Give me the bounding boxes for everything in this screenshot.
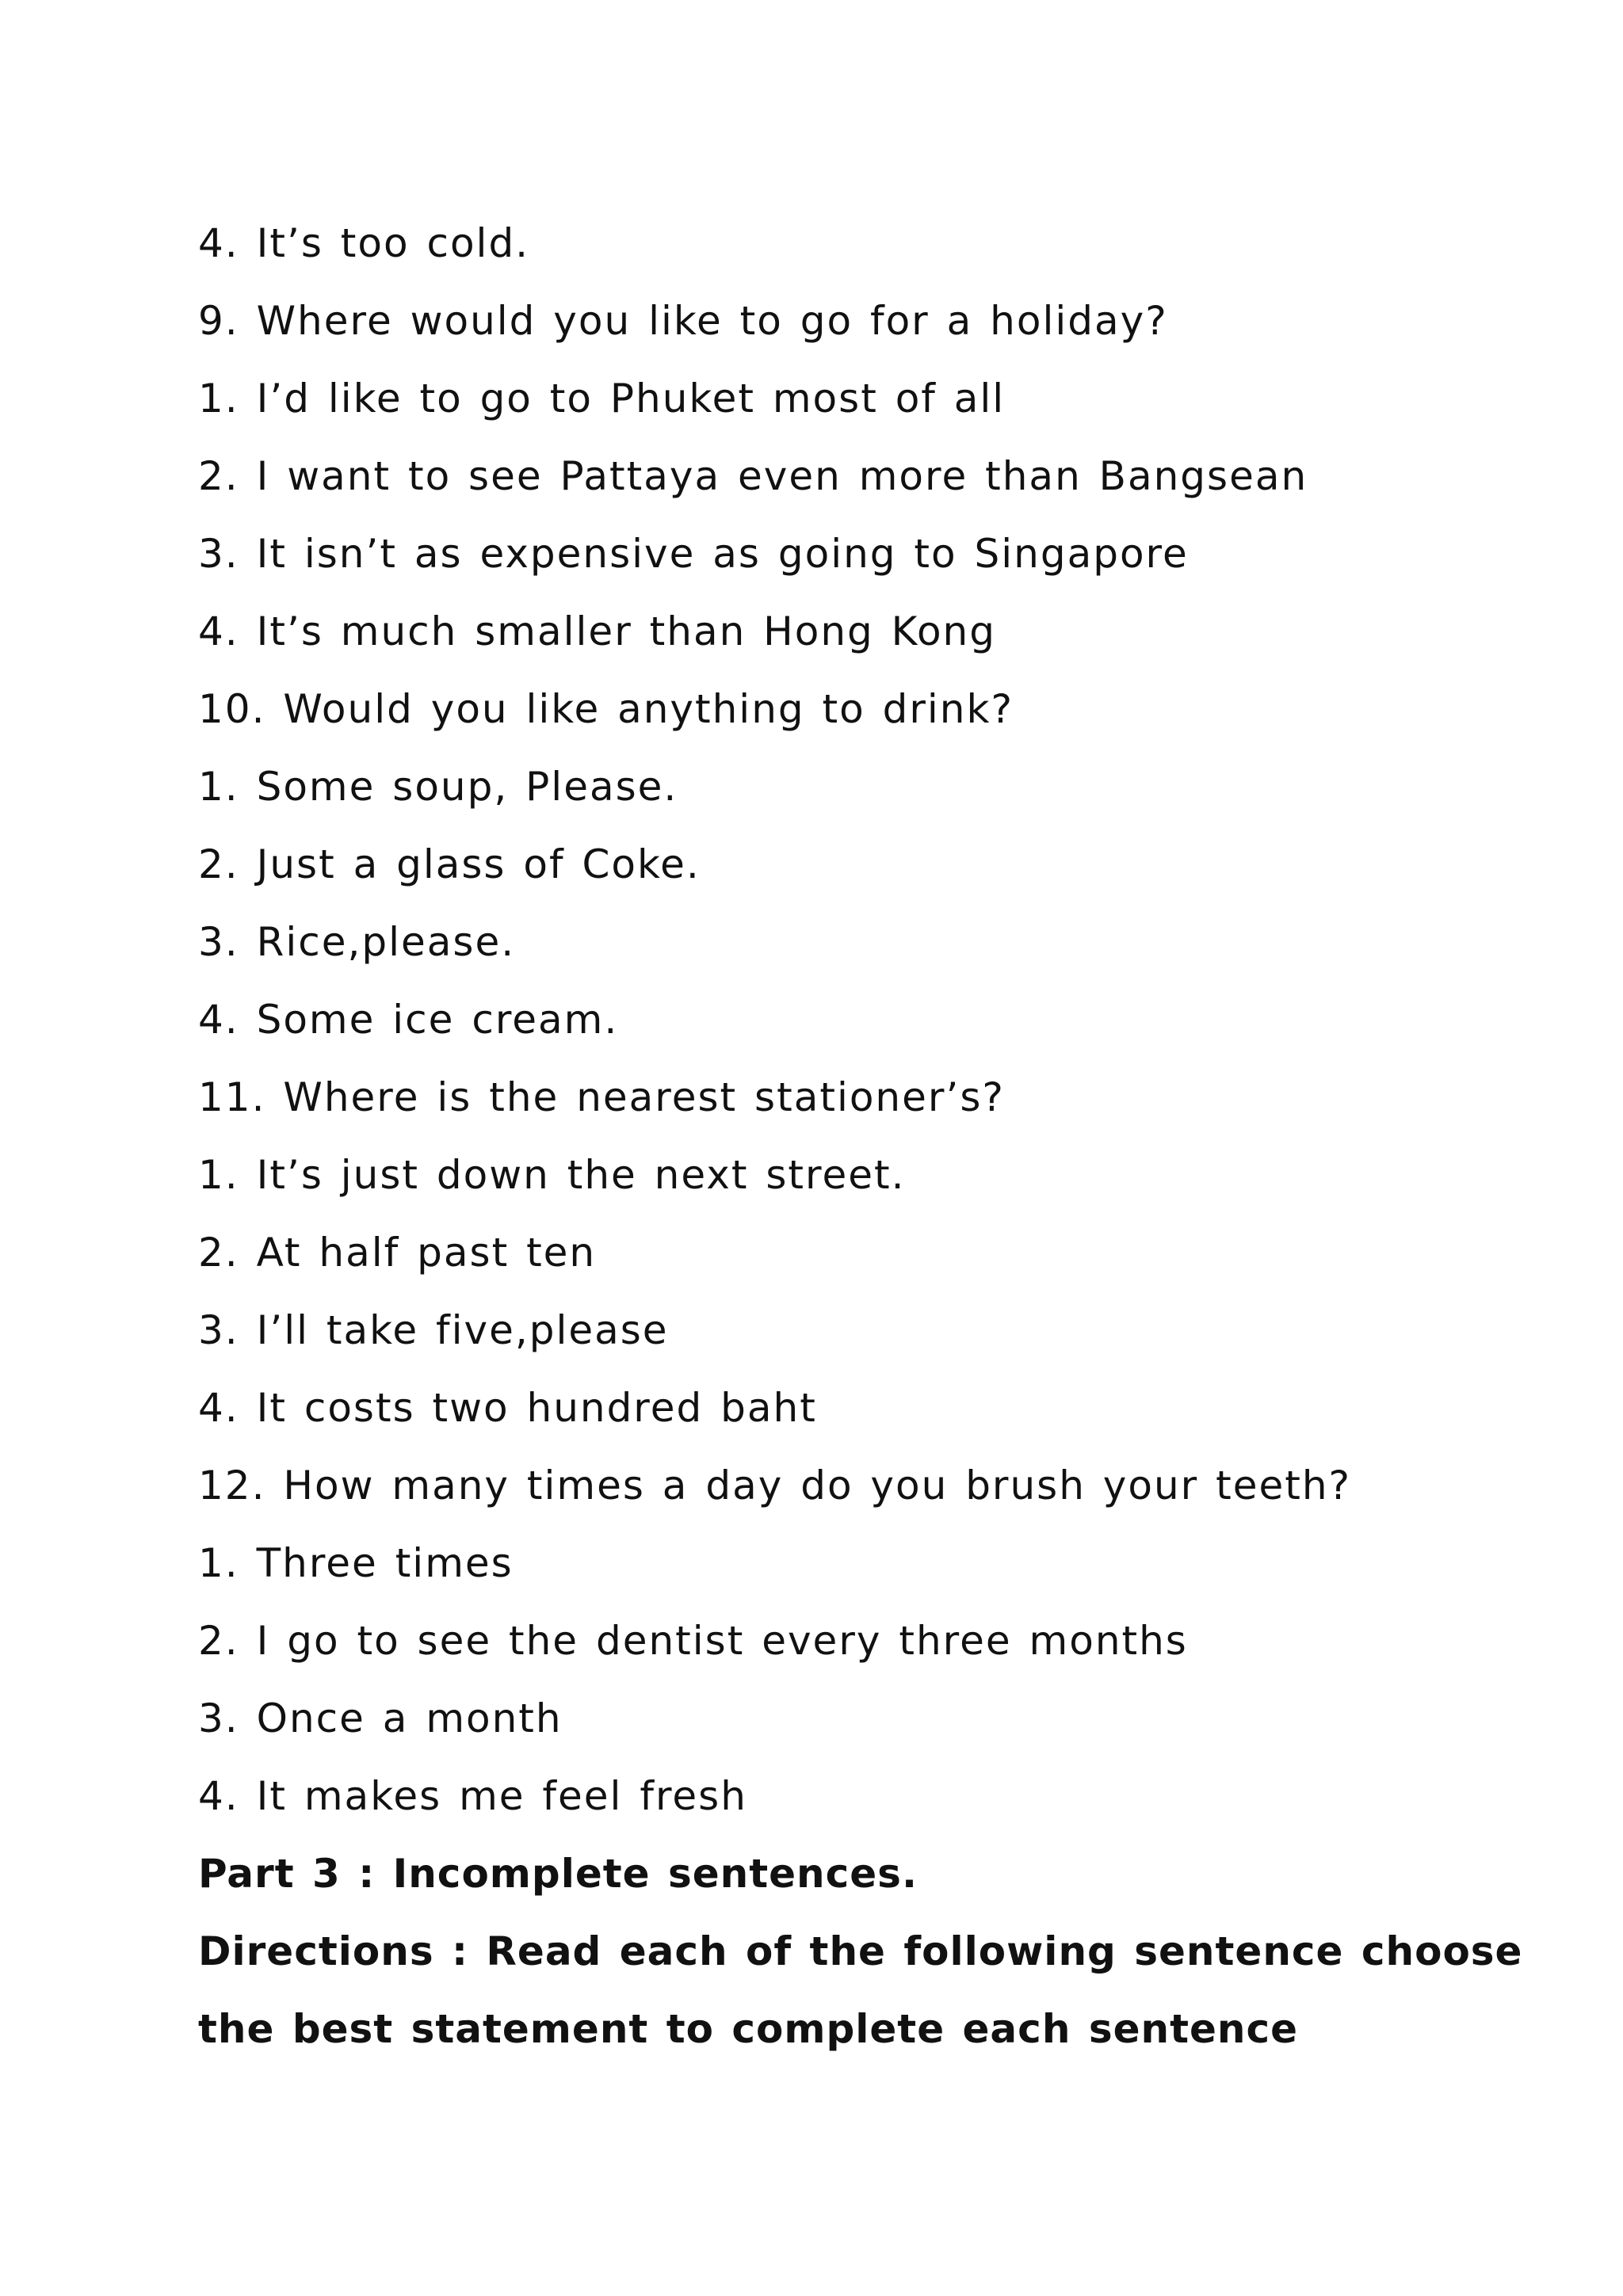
answer-option-line: 4. It makes me feel fresh	[198, 1773, 747, 1819]
answer-option-line: 3. It isn’t as expensive as going to Singapore	[198, 531, 1189, 577]
question-line: 9. Where would you like to go for a holiday?	[198, 298, 1168, 344]
directions-line: the best statement to complete each sentence	[198, 2006, 1299, 2052]
answer-option-line: 4. It’s much smaller than Hong Kong	[198, 608, 996, 654]
question-line: 12. How many times a day do you brush your teeth?	[198, 1463, 1352, 1508]
answer-option-line: 1. I’d like to go to Phuket most of all	[198, 376, 1006, 421]
answer-option-line: 4. Some ice cream.	[198, 997, 619, 1043]
answer-option-line: 2. Just a glass of Coke.	[198, 841, 701, 887]
answer-option-line: 3. I’ll take five,please	[198, 1307, 669, 1353]
answer-option-line: 4. It costs two hundred baht	[198, 1385, 817, 1431]
question-line: 11. Where is the nearest stationer’s?	[198, 1074, 1005, 1120]
directions-line: Directions : Read each of the following sentence choose	[198, 1928, 1523, 1974]
answer-option-line: 3. Once a month	[198, 1695, 563, 1741]
text-lines	[198, 204, 1593, 2068]
answer-option-line: 3. Rice,please.	[198, 919, 516, 965]
answer-option-line: 2. At half past ten	[198, 1230, 597, 1276]
answer-option-line: 2. I go to see the dentist every three months	[198, 1618, 1188, 1664]
section-heading: Part 3 : Incomplete sentences.	[198, 1851, 918, 1897]
answer-option-line: 1. Three times	[198, 1540, 514, 1586]
question-line: 10. Would you like anything to drink?	[198, 686, 1014, 732]
answer-option-line: 4. It’s too cold.	[198, 220, 530, 266]
answer-option-line: 1. Some soup, Please.	[198, 764, 678, 810]
answer-option-line: 2. I want to see Pattaya even more than Bangsean	[198, 453, 1308, 499]
answer-option-line: 1. It’s just down the next street.	[198, 1152, 906, 1198]
